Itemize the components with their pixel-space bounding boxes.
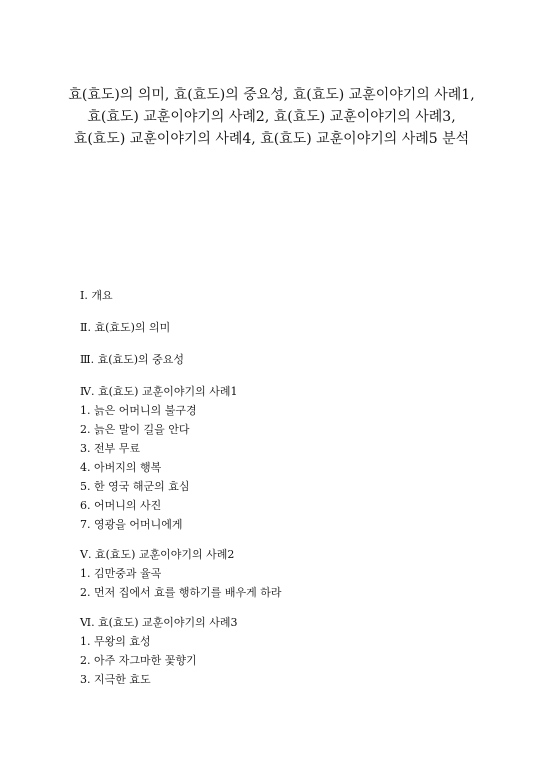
toc-section-importance [80, 350, 520, 369]
toc-heading: Ⅰ. 개요 [80, 289, 113, 302]
toc-item: 3. 지극한 효도 [80, 673, 151, 686]
toc-item: 4. 아버지의 행복 [80, 461, 162, 474]
toc-heading: Ⅳ. 효(효도) 교훈이야기의 사례1 [80, 385, 238, 398]
document-title [40, 84, 503, 150]
toc-item: 1. 늙은 어머니의 불구경 [80, 404, 197, 417]
toc-heading: Ⅲ. 효(효도)의 중요성 [80, 353, 185, 366]
toc-item: 1. 무왕의 효성 [80, 635, 151, 648]
toc-section-meaning [80, 318, 520, 337]
toc-section-case1 [80, 382, 520, 534]
toc-item: 1. 김만중과 율곡 [80, 567, 162, 580]
toc-item: 7. 영광을 어머니에게 [80, 518, 183, 531]
toc-item: 2. 늙은 말이 길을 안다 [80, 423, 190, 436]
toc-item: 2. 아주 자그마한 꽃향기 [80, 654, 197, 667]
toc-heading: Ⅱ. 효(효도)의 의미 [80, 321, 171, 334]
title-line-2: 효(효도) 교훈이야기의 사례2, 효(효도) 교훈이야기의 사례3, [87, 109, 456, 125]
toc-section-case3 [80, 613, 520, 689]
toc-item: 3. 전부 무료 [80, 442, 140, 455]
title-line-1: 효(효도)의 의미, 효(효도)의 중요성, 효(효도) 교훈이야기의 사례1, [68, 87, 475, 103]
toc-section-case2 [80, 545, 520, 602]
toc-item: 2. 먼저 집에서 효를 행하기를 배우게 하라 [80, 586, 282, 599]
toc-item: 6. 어머니의 사진 [80, 499, 162, 512]
toc-heading: Ⅴ. 효(효도) 교훈이야기의 사례2 [80, 548, 235, 561]
toc-heading: Ⅵ. 효(효도) 교훈이야기의 사례3 [80, 616, 238, 629]
toc-item: 5. 한 영국 해군의 효심 [80, 480, 190, 493]
table-of-contents [80, 286, 520, 689]
toc-section-overview [80, 286, 520, 305]
title-line-3: 효(효도) 교훈이야기의 사례4, 효(효도) 교훈이야기의 사례5 분석 [73, 131, 470, 147]
